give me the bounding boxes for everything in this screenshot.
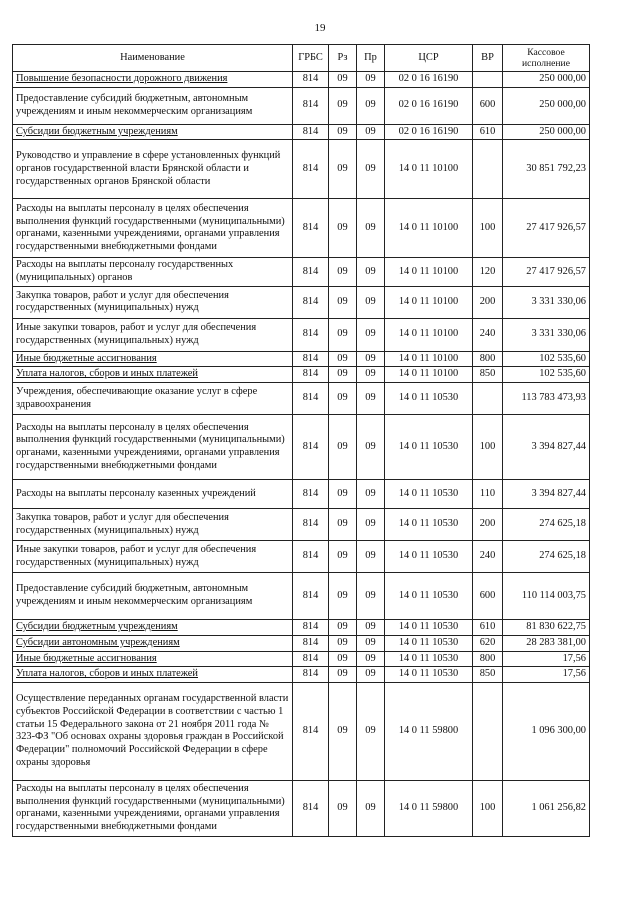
cell-amount: 27 417 926,57 xyxy=(503,258,590,286)
cell-pr: 09 xyxy=(357,351,385,367)
cell-rz: 09 xyxy=(329,541,357,573)
cell-grbs: 814 xyxy=(293,351,329,367)
cell-vr xyxy=(473,383,503,415)
cell-pr: 09 xyxy=(357,415,385,480)
cell-grbs: 814 xyxy=(293,509,329,541)
cell-rz: 09 xyxy=(329,367,357,383)
cell-rz: 09 xyxy=(329,318,357,351)
cell-grbs: 814 xyxy=(293,480,329,509)
header-execution xyxy=(503,45,590,72)
table-row xyxy=(13,258,590,286)
header-pr: Пр xyxy=(357,45,385,72)
cell-csr: 14 0 11 10100 xyxy=(385,286,473,318)
cell-name: Расходы на выплаты персоналу казенных учреждений xyxy=(13,480,293,509)
cell-pr: 09 xyxy=(357,651,385,667)
cell-csr: 14 0 11 10100 xyxy=(385,199,473,258)
cell-pr: 09 xyxy=(357,780,385,836)
cell-vr: 100 xyxy=(473,199,503,258)
cell-pr: 09 xyxy=(357,682,385,780)
cell-name: Расходы на выплаты персоналу в целях обеспечения выполнения функций государственными (муниципальными) органами, казенными учреждениями, органами управления государственными внебюджетными фондами xyxy=(13,199,293,258)
cell-name: Закупка товаров, работ и услуг для обеспечения государственных (муниципальных) нужд xyxy=(13,286,293,318)
table-row xyxy=(13,667,590,683)
cell-grbs: 814 xyxy=(293,318,329,351)
cell-pr: 09 xyxy=(357,367,385,383)
cell-name: Осуществление переданных органам государственной власти субъектов Российской Федерации в соответствии с частью 1 статьи 15 Федерального закона от 21 ноября 2011 года № 323-ФЗ "Об основах охраны здоровья граждан в Российской Федерации" полномочий Российской Федерации в сфере охраны здоровья xyxy=(13,682,293,780)
cell-csr: 14 0 11 10530 xyxy=(385,620,473,636)
table-header-row xyxy=(13,45,590,72)
page-number: 19 xyxy=(314,22,326,34)
cell-grbs: 814 xyxy=(293,383,329,415)
cell-rz: 09 xyxy=(329,124,357,140)
header-grbs: ГРБС xyxy=(293,45,329,72)
cell-rz: 09 xyxy=(329,620,357,636)
cell-amount: 102 535,60 xyxy=(503,367,590,383)
header-execution-line2: исполнение xyxy=(522,58,570,69)
cell-grbs: 814 xyxy=(293,124,329,140)
cell-grbs: 814 xyxy=(293,635,329,651)
cell-name: Расходы на выплаты персоналу государственных (муниципальных) органов xyxy=(13,258,293,286)
cell-pr: 09 xyxy=(357,286,385,318)
cell-amount: 113 783 473,93 xyxy=(503,383,590,415)
cell-amount: 17,56 xyxy=(503,651,590,667)
cell-amount: 30 851 792,23 xyxy=(503,140,590,199)
table-row xyxy=(13,140,590,199)
cell-amount: 3 394 827,44 xyxy=(503,480,590,509)
cell-csr: 14 0 11 10530 xyxy=(385,509,473,541)
cell-rz: 09 xyxy=(329,199,357,258)
cell-name: Учреждения, обеспечивающие оказание услуг в сфере здравоохранения xyxy=(13,383,293,415)
cell-grbs: 814 xyxy=(293,140,329,199)
cell-rz: 09 xyxy=(329,480,357,509)
cell-csr: 14 0 11 10530 xyxy=(385,635,473,651)
cell-grbs: 814 xyxy=(293,780,329,836)
cell-amount: 3 331 330,06 xyxy=(503,286,590,318)
cell-csr: 14 0 11 10100 xyxy=(385,318,473,351)
cell-rz: 09 xyxy=(329,258,357,286)
cell-csr: 14 0 11 10100 xyxy=(385,351,473,367)
cell-csr: 14 0 11 59800 xyxy=(385,780,473,836)
cell-grbs: 814 xyxy=(293,415,329,480)
cell-name: Закупка товаров, работ и услуг для обеспечения государственных (муниципальных) нужд xyxy=(13,509,293,541)
cell-amount: 27 417 926,57 xyxy=(503,199,590,258)
cell-csr: 02 0 16 16190 xyxy=(385,72,473,88)
cell-vr: 610 xyxy=(473,620,503,636)
cell-amount: 81 830 622,75 xyxy=(503,620,590,636)
cell-name: Расходы на выплаты персоналу в целях обеспечения выполнения функций государственными (муниципальными) органами, казенными учреждениями, органами управления государственными внебюджетными фондами xyxy=(13,780,293,836)
cell-pr: 09 xyxy=(357,318,385,351)
cell-amount: 274 625,18 xyxy=(503,509,590,541)
table-row xyxy=(13,87,590,124)
cell-rz: 09 xyxy=(329,383,357,415)
header-name: Наименование xyxy=(13,45,293,72)
cell-amount: 110 114 003,75 xyxy=(503,573,590,620)
cell-pr: 09 xyxy=(357,541,385,573)
table-row xyxy=(13,124,590,140)
cell-name: Иные бюджетные ассигнования xyxy=(13,651,293,667)
cell-pr: 09 xyxy=(357,140,385,199)
cell-vr: 600 xyxy=(473,87,503,124)
header-vr: ВР xyxy=(473,45,503,72)
cell-rz: 09 xyxy=(329,87,357,124)
cell-amount: 3 331 330,06 xyxy=(503,318,590,351)
table-row xyxy=(13,72,590,88)
cell-csr: 14 0 11 10530 xyxy=(385,541,473,573)
cell-rz: 09 xyxy=(329,286,357,318)
cell-vr: 200 xyxy=(473,509,503,541)
cell-vr: 240 xyxy=(473,318,503,351)
cell-vr xyxy=(473,682,503,780)
table-body xyxy=(13,72,590,837)
cell-csr: 14 0 11 10100 xyxy=(385,140,473,199)
header-execution-line1: Кассовое xyxy=(527,46,565,58)
table-row xyxy=(13,509,590,541)
cell-amount: 250 000,00 xyxy=(503,72,590,88)
cell-name: Иные закупки товаров, работ и услуг для обеспечения государственных (муниципальных) нужд xyxy=(13,541,293,573)
cell-grbs: 814 xyxy=(293,286,329,318)
budget-table xyxy=(12,44,590,837)
table-row xyxy=(13,351,590,367)
cell-rz: 09 xyxy=(329,140,357,199)
cell-pr: 09 xyxy=(357,258,385,286)
cell-name: Уплата налогов, сборов и иных платежей xyxy=(13,367,293,383)
header-rz: Рз xyxy=(329,45,357,72)
cell-vr: 100 xyxy=(473,415,503,480)
cell-csr: 14 0 11 10530 xyxy=(385,667,473,683)
cell-name: Уплата налогов, сборов и иных платежей xyxy=(13,667,293,683)
cell-grbs: 814 xyxy=(293,367,329,383)
cell-name: Иные бюджетные ассигнования xyxy=(13,351,293,367)
table-row xyxy=(13,383,590,415)
cell-csr: 14 0 11 10530 xyxy=(385,573,473,620)
cell-grbs: 814 xyxy=(293,667,329,683)
cell-pr: 09 xyxy=(357,72,385,88)
cell-csr: 02 0 16 16190 xyxy=(385,87,473,124)
cell-name: Иные закупки товаров, работ и услуг для обеспечения государственных (муниципальных) нужд xyxy=(13,318,293,351)
cell-vr: 240 xyxy=(473,541,503,573)
cell-name: Предоставление субсидий бюджетным, автономным учреждениям и иным некоммерческим организациям xyxy=(13,87,293,124)
table-row xyxy=(13,573,590,620)
cell-name: Предоставление субсидий бюджетным, автономным учреждениям и иным некоммерческим организациям xyxy=(13,573,293,620)
table-row xyxy=(13,415,590,480)
cell-amount: 274 625,18 xyxy=(503,541,590,573)
cell-vr: 850 xyxy=(473,367,503,383)
cell-vr: 200 xyxy=(473,286,503,318)
cell-csr: 14 0 11 10530 xyxy=(385,415,473,480)
table-row xyxy=(13,541,590,573)
cell-grbs: 814 xyxy=(293,651,329,667)
cell-grbs: 814 xyxy=(293,682,329,780)
cell-name: Повышение безопасности дорожного движения xyxy=(13,72,293,88)
cell-amount: 250 000,00 xyxy=(503,124,590,140)
cell-vr: 620 xyxy=(473,635,503,651)
cell-vr xyxy=(473,140,503,199)
cell-csr: 14 0 11 10100 xyxy=(385,258,473,286)
cell-pr: 09 xyxy=(357,199,385,258)
cell-name: Субсидии бюджетным учреждениям xyxy=(13,124,293,140)
cell-name: Субсидии бюджетным учреждениям xyxy=(13,620,293,636)
cell-vr: 800 xyxy=(473,651,503,667)
cell-grbs: 814 xyxy=(293,573,329,620)
cell-name: Руководство и управление в сфере установленных функций органов государственной власти Брянской области и государственных органов Брянской области xyxy=(13,140,293,199)
table-row xyxy=(13,635,590,651)
cell-csr: 14 0 11 10100 xyxy=(385,367,473,383)
cell-rz: 09 xyxy=(329,667,357,683)
cell-grbs: 814 xyxy=(293,258,329,286)
cell-amount: 102 535,60 xyxy=(503,351,590,367)
cell-rz: 09 xyxy=(329,682,357,780)
cell-rz: 09 xyxy=(329,651,357,667)
cell-rz: 09 xyxy=(329,573,357,620)
cell-vr: 850 xyxy=(473,667,503,683)
cell-vr: 600 xyxy=(473,573,503,620)
cell-amount: 28 283 381,00 xyxy=(503,635,590,651)
cell-pr: 09 xyxy=(357,480,385,509)
cell-rz: 09 xyxy=(329,415,357,480)
cell-rz: 09 xyxy=(329,72,357,88)
cell-vr: 610 xyxy=(473,124,503,140)
cell-pr: 09 xyxy=(357,509,385,541)
cell-pr: 09 xyxy=(357,667,385,683)
table-row xyxy=(13,199,590,258)
cell-name: Субсидии автономным учреждениям xyxy=(13,635,293,651)
cell-amount: 1 096 300,00 xyxy=(503,682,590,780)
cell-csr: 14 0 11 10530 xyxy=(385,383,473,415)
cell-rz: 09 xyxy=(329,351,357,367)
table-row xyxy=(13,651,590,667)
cell-vr: 120 xyxy=(473,258,503,286)
cell-csr: 14 0 11 10530 xyxy=(385,480,473,509)
cell-rz: 09 xyxy=(329,780,357,836)
cell-pr: 09 xyxy=(357,573,385,620)
cell-name: Расходы на выплаты персоналу в целях обеспечения выполнения функций государственными (муниципальными) органами, казенными учреждениями, органами управления государственными внебюджетными фондами xyxy=(13,415,293,480)
cell-amount: 17,56 xyxy=(503,667,590,683)
cell-amount: 250 000,00 xyxy=(503,87,590,124)
cell-pr: 09 xyxy=(357,87,385,124)
table-row xyxy=(13,286,590,318)
table-row xyxy=(13,682,590,780)
cell-rz: 09 xyxy=(329,509,357,541)
cell-csr: 14 0 11 10530 xyxy=(385,651,473,667)
cell-vr xyxy=(473,72,503,88)
header-csr: ЦСР xyxy=(385,45,473,72)
cell-grbs: 814 xyxy=(293,620,329,636)
cell-pr: 09 xyxy=(357,620,385,636)
cell-rz: 09 xyxy=(329,635,357,651)
table-row xyxy=(13,780,590,836)
cell-pr: 09 xyxy=(357,124,385,140)
cell-grbs: 814 xyxy=(293,72,329,88)
cell-grbs: 814 xyxy=(293,199,329,258)
cell-csr: 14 0 11 59800 xyxy=(385,682,473,780)
cell-vr: 800 xyxy=(473,351,503,367)
cell-amount: 1 061 256,82 xyxy=(503,780,590,836)
table-row xyxy=(13,367,590,383)
table-row xyxy=(13,480,590,509)
table-row xyxy=(13,318,590,351)
cell-grbs: 814 xyxy=(293,87,329,124)
cell-grbs: 814 xyxy=(293,541,329,573)
table-row xyxy=(13,620,590,636)
cell-vr: 110 xyxy=(473,480,503,509)
cell-vr: 100 xyxy=(473,780,503,836)
cell-pr: 09 xyxy=(357,635,385,651)
cell-csr: 02 0 16 16190 xyxy=(385,124,473,140)
cell-amount: 3 394 827,44 xyxy=(503,415,590,480)
cell-pr: 09 xyxy=(357,383,385,415)
